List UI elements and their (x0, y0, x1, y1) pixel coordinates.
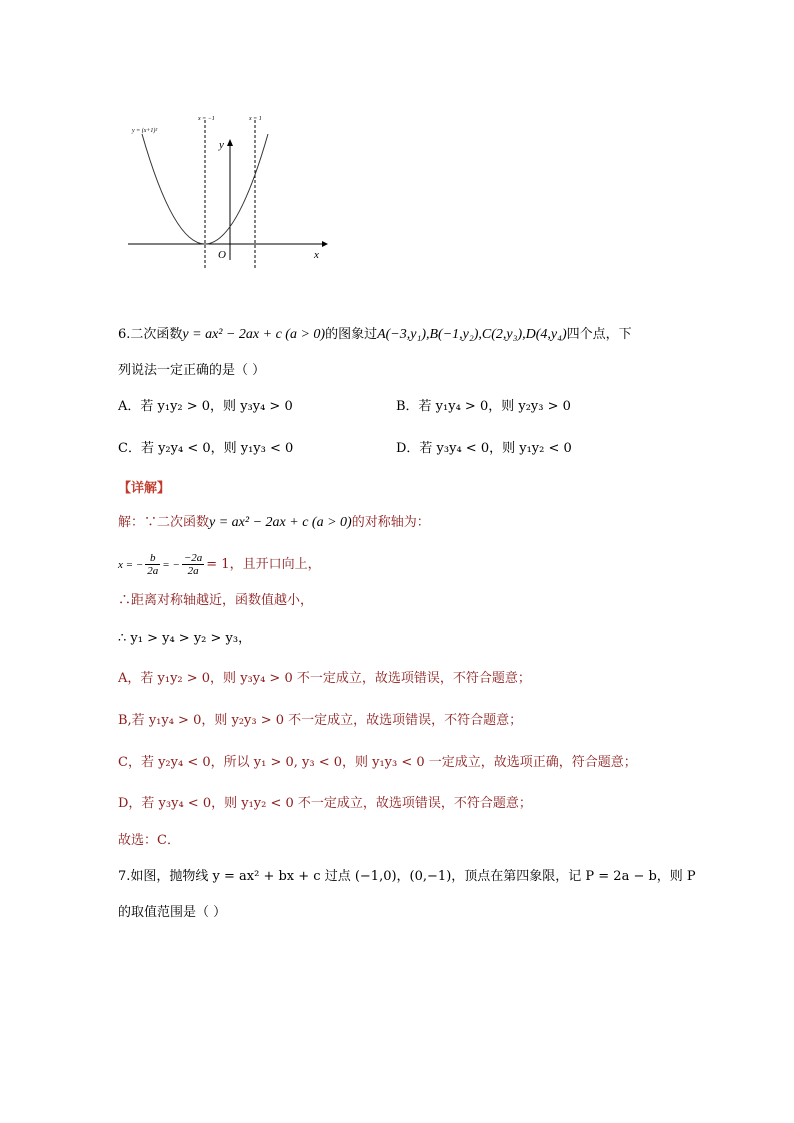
solution-prefix: 解：∵二次函数 (118, 515, 210, 530)
axis-formula-line (118, 552, 321, 577)
q6-line1 (118, 326, 632, 344)
solution-line4: ∴ y₁ > y₄ > y₂ > y₃， (118, 631, 252, 646)
q6-option-c: C．若 y₂y₄ < 0，则 y₁y₃ < 0 (118, 441, 294, 456)
fraction2-numerator: −2a (183, 552, 203, 564)
q6-function: y = ax² − 2ax + c (a > 0) (182, 327, 326, 342)
q6-line2: 列说法一定正确的是（ ） (118, 363, 266, 378)
axis-prefix: x = − (118, 559, 144, 571)
axis-mid: = − (162, 559, 180, 571)
q6-mid: 的图象过 (325, 327, 378, 342)
fraction1-numerator: b (145, 552, 160, 565)
q6-points: A(−3,y₁),B(−1,y₂),C(2,y₃),D(4,y₄) (377, 327, 567, 342)
x-axis-arrow (322, 241, 328, 247)
solution-line-a: A，若 y₁y₂ > 0，则 y₃y₄ > 0 不一定成立，故选项错误，不符合题意； (118, 671, 531, 686)
y-axis-arrow (227, 139, 233, 146)
q6-suffix: 四个点，下 (566, 327, 632, 342)
line-left-label: x = −1 (198, 116, 215, 122)
detail-title: 【详解】 (118, 481, 171, 496)
curve-label: y = (x+1)² (132, 128, 158, 134)
solution-function: y = ax² − 2ax + c (a > 0) (209, 515, 352, 530)
q7-line2: 的取值范围是（ ） (118, 905, 227, 920)
q6-prefix: 6.二次函数 (118, 327, 183, 342)
solution-line-c: C，若 y₂y₄ < 0，所以 y₁ > 0, y₃ < 0，则 y₁y₃ < 0 一定成立，故选项正确，符合题意； (118, 755, 637, 770)
solution-line-b: B,若 y₁y₄ > 0，则 y₂y₃ > 0 不一定成立，故选项错误，不符合题意； (118, 713, 523, 728)
q6-option-d: D．若 y₃y₄ < 0，则 y₁y₂ < 0 (396, 441, 572, 456)
x-axis-label: x (314, 249, 319, 261)
fraction1-denominator: 2a (147, 565, 159, 577)
q7-line1: 7.如图，抛物线 y = ax² + bx + c 过点 (−1,0)，(0,−1)，顶点在第四象限，记 P = 2a − b，则 P (118, 869, 696, 884)
solution-line1 (118, 514, 430, 532)
y-axis-label: y (219, 139, 224, 151)
fraction-neg2a-over-2a (182, 552, 204, 577)
line-right-label: x = 1 (249, 116, 262, 122)
fraction-b-over-2a (145, 552, 160, 577)
solution-line-d: D，若 y₃y₄ < 0，则 y₁y₂ < 0 不一定成立，故选项错误，不符合题意； (118, 796, 532, 811)
axis-suffix: = 1，且开口向上， (206, 557, 321, 572)
origin-label: O (218, 249, 226, 261)
solution-suffix: 的对称轴为： (351, 515, 430, 530)
fraction2-denominator: 2a (187, 565, 199, 577)
solution-line3: ∴距离对称轴越近，函数值越小， (118, 593, 314, 608)
parabola-figure (118, 108, 338, 268)
answer-line: 故选：C． (118, 833, 180, 848)
parabola-graph (118, 108, 338, 268)
q6-option-a: A．若 y₁y₂ > 0，则 y₃y₄ > 0 (118, 399, 293, 414)
q6-option-b: B．若 y₁y₄ > 0，则 y₂y₃ > 0 (396, 399, 571, 414)
